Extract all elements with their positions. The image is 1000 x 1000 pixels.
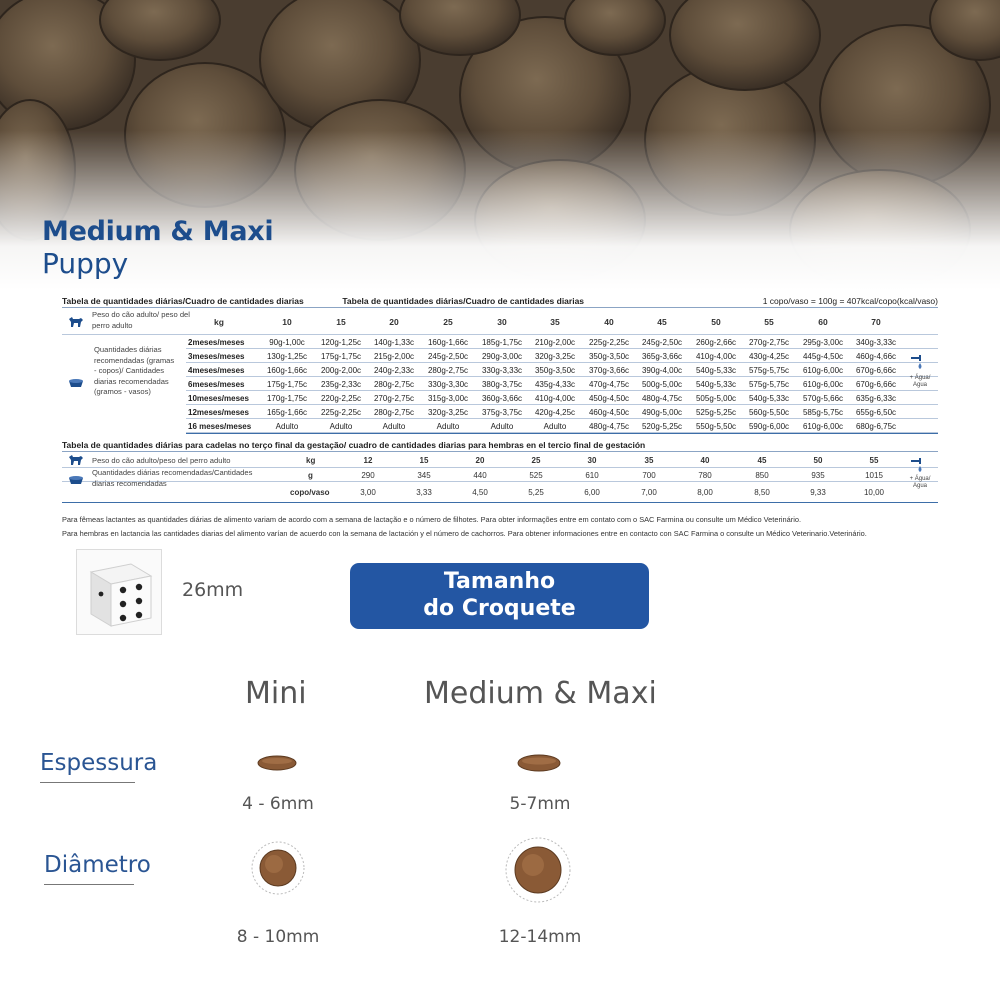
gestation-cups-cell: 3,33	[416, 488, 432, 497]
quantity-cell: 610g-6,00c	[802, 366, 844, 375]
quantity-cell: 175g-1,75c	[320, 352, 362, 361]
quantity-cell: 330g-3,33c	[481, 366, 523, 375]
maxi-thickness-value: 5-7mm	[509, 794, 571, 814]
weight-column-header: 10	[282, 317, 292, 327]
weight-header-row	[62, 308, 938, 335]
quantity-cell: 315g-3,00c	[427, 394, 469, 403]
weight-column-header: 50	[711, 317, 721, 327]
gestation-weight-header: 55	[869, 456, 879, 465]
weight-column-header: 35	[550, 317, 560, 327]
dice-reference-image	[76, 549, 162, 635]
badge-line-2: do Croquete	[423, 596, 576, 621]
gestation-quantity-label: Quantidades diárias recomendadas/Cantidades diarias recomendadas	[92, 468, 253, 488]
gestation-grams-cell: 345	[417, 471, 431, 480]
kg-label: kg	[214, 317, 224, 327]
quantity-cell: 490g-5,00c	[641, 408, 683, 417]
quantity-rows	[186, 335, 938, 434]
quantity-cell: 280g-2,75c	[373, 380, 415, 389]
quantity-cell: 460g-4,66c	[855, 352, 897, 361]
quantity-cell: 575g-5,75c	[748, 380, 790, 389]
quantity-cell: 610g-6,00c	[802, 380, 844, 389]
weight-column-header: 45	[657, 317, 667, 327]
quantity-cell: 540g-5,33c	[695, 366, 737, 375]
table-row	[186, 391, 938, 405]
dog-icon	[68, 315, 84, 333]
weight-column-header: 30	[497, 317, 507, 327]
mini-kibble-side-view	[256, 754, 298, 772]
mini-thickness-value: 4 - 6mm	[242, 794, 314, 814]
quantity-cell: 680g-6,75c	[855, 422, 897, 431]
quantity-cell: 375g-3,75c	[481, 408, 523, 417]
quantity-cell: 225g-2,25c	[588, 338, 630, 347]
age-label: 3meses/meses	[188, 352, 245, 361]
quantity-cell: 170g-1,75c	[266, 394, 308, 403]
quantity-cell: 140g-1,33c	[373, 338, 415, 347]
table-row	[186, 377, 938, 391]
age-label: 2meses/meses	[188, 338, 245, 347]
quantity-cell: 360g-3,66c	[481, 394, 523, 403]
row-thickness-label: Espessura	[40, 750, 135, 783]
quantity-cell: 160g-1,66c	[266, 366, 308, 375]
quantity-cell: 320g-3,25c	[427, 408, 469, 417]
quantity-cell: 290g-3,00c	[481, 352, 523, 361]
gestation-cups-cell: 10,00	[863, 488, 885, 497]
quantity-cell: 165g-1,66c	[266, 408, 308, 417]
dice-size-label: 26mm	[182, 579, 244, 601]
mini-diameter-value: 8 - 10mm	[236, 927, 320, 947]
product-title: Medium & Maxi	[42, 216, 274, 247]
table-heading-cup-info: 1 copo/vaso = 100g = 407kcal/copo(kcal/vaso)	[762, 296, 938, 306]
quantity-cell: 270g-2,75c	[748, 338, 790, 347]
quantity-cell: 320g-3,25c	[534, 352, 576, 361]
gestation-weight-header: 15	[419, 456, 429, 465]
gestation-grams-cell: 935	[811, 471, 825, 480]
age-label: 16 meses/meses	[188, 422, 252, 431]
product-subtitle: Puppy	[42, 247, 129, 280]
gestation-cups-cell: 5,25	[528, 488, 544, 497]
gestation-grams-cell: 700	[642, 471, 656, 480]
quantity-cell: 245g-2,50c	[427, 352, 469, 361]
gestation-cups-cell: 8,00	[697, 488, 713, 497]
quantity-cell: 225g-2,25c	[320, 408, 362, 417]
quantity-cell: Adulto	[490, 422, 514, 431]
quantity-cell: 655g-6,50c	[855, 408, 897, 417]
weight-column-header: 60	[818, 317, 828, 327]
quantity-cell: 220g-2,25c	[320, 394, 362, 403]
quantity-cell: 560g-5,50c	[748, 408, 790, 417]
quantity-cell: Adulto	[382, 422, 406, 431]
quantity-cell: 500g-5,00c	[641, 380, 683, 389]
quantity-cell: 260g-2,66c	[695, 338, 737, 347]
table-heading-center: Tabela de quantidades diárias/Cuadro de cantidades diarias	[342, 296, 585, 306]
quantity-cell: 130g-1,25c	[266, 352, 308, 361]
quantity-cell: 175g-1,75c	[266, 380, 308, 389]
quantity-cell: 520g-5,25c	[641, 422, 683, 431]
note-spanish: Para hembras en lactancia las cantidades diarias del alimento varían de acuerdo con la semana de lactación y el número de cachorros. Para obtener informaciones entre en contacto con SAC Farmina o consulte un Médico Veterinario.Veterinário.	[62, 529, 867, 538]
table-row	[186, 363, 938, 377]
quantity-cell: 280g-2,75c	[373, 408, 415, 417]
quantity-cell: 430g-4,25c	[748, 352, 790, 361]
quantity-cell: 670g-6,66c	[855, 380, 897, 389]
age-label: 12meses/meses	[188, 408, 249, 417]
quantity-cell: 215g-2,00c	[373, 352, 415, 361]
quantity-cell: Adulto	[275, 422, 299, 431]
bowl-icon	[68, 375, 84, 393]
water-label: + Água/ Agua	[909, 476, 931, 489]
gestation-grams-cell: 780	[698, 471, 712, 480]
bowl-icon	[68, 472, 84, 490]
quantity-cell: 540g-5,33c	[695, 380, 737, 389]
quantity-cell: 350g-3,50c	[534, 366, 576, 375]
table-row	[186, 335, 938, 349]
weight-column-header: 25	[443, 317, 453, 327]
badge-line-1: Tamanho	[443, 569, 556, 594]
grams-label: g	[308, 471, 313, 480]
gestation-grams-cell: 290	[361, 471, 375, 480]
quantity-cell: Adulto	[543, 422, 567, 431]
quantity-cell: 245g-2,50c	[641, 338, 683, 347]
weight-label: Peso do cão adulto/ peso del perro adulto	[92, 310, 190, 330]
gestation-weight-label: Peso do cão adulto/peso del perro adulto	[92, 456, 231, 465]
quantity-cell: 120g-1,25c	[320, 338, 362, 347]
quantity-cell: 435g-4,33c	[534, 380, 576, 389]
table-heading-row	[62, 296, 938, 308]
water-label: + Água/ Agua	[909, 375, 931, 388]
table-heading-left: Tabela de quantidades diárias/Cuadro de cantidades diarias	[62, 296, 304, 306]
quantity-cell: 350g-3,50c	[588, 352, 630, 361]
quantity-cell: 90g-1,00c	[269, 338, 305, 347]
table-row	[186, 419, 938, 433]
gestation-grams-cell: 440	[473, 471, 487, 480]
quantity-cell: 445g-4,50c	[802, 352, 844, 361]
gestation-heading-row	[62, 440, 938, 452]
table-body	[62, 335, 938, 434]
gestation-grams-cell: 1015	[865, 471, 883, 480]
quantity-cell: 590g-6,00c	[748, 422, 790, 431]
gestation-cups-cell: 9,33	[810, 488, 826, 497]
gestation-cups-cell: 3,00	[360, 488, 376, 497]
quantity-cell: 210g-2,00c	[534, 338, 576, 347]
gestation-heading: Tabela de quantidades diárias para cadelas no terço final da gestação/ cuadro de cantidades diarias para hembras en el tercio final de gestación	[62, 440, 646, 450]
feeding-table-puppy	[62, 296, 938, 434]
feeding-table-gestation	[62, 440, 938, 503]
column-medium-maxi: Medium & Maxi	[424, 676, 657, 711]
quantity-cell: 635g-6,33c	[855, 394, 897, 403]
kibble-size-badge	[350, 563, 649, 629]
quantity-cell: 525g-5,25c	[695, 408, 737, 417]
table-row	[186, 405, 938, 419]
age-label: 4meses/meses	[188, 366, 245, 375]
age-label: 10meses/meses	[188, 394, 249, 403]
gestation-weight-header: 35	[644, 456, 654, 465]
quantity-cell: 365g-3,66c	[641, 352, 683, 361]
quantity-cell: 380g-3,75c	[481, 380, 523, 389]
quantity-cell: 610g-6,00c	[802, 422, 844, 431]
quantity-label: Quantidades diárias recomendadas (gramas - copos)/ Cantidades diarias recomendadas (gramos - vasos)	[94, 345, 175, 396]
column-mini: Mini	[245, 676, 307, 711]
weight-column-header: 70	[871, 317, 881, 327]
age-label: 6meses/meses	[188, 380, 245, 389]
quantity-cell: 185g-1,75c	[481, 338, 523, 347]
quantity-cell: Adulto	[436, 422, 460, 431]
weight-column-header: 15	[336, 317, 346, 327]
quantity-cell: 550g-5,50c	[695, 422, 737, 431]
gestation-weight-header: 30	[587, 456, 597, 465]
quantity-cell: 470g-4,75c	[588, 380, 630, 389]
quantity-cell: 585g-5,75c	[802, 408, 844, 417]
note-portuguese: Para fêmeas lactantes as quantidades diárias de alimento variam de acordo com a semana de lactação e o número de filhotes. Para obter informações entre em contato com o SAC Farmina ou consulte um Médico Veterinário.	[62, 515, 802, 524]
weight-column-header: 55	[764, 317, 774, 327]
quantity-cell: 575g-5,75c	[748, 366, 790, 375]
gestation-grams-cell: 525	[529, 471, 543, 480]
quantity-cell: 670g-6,66c	[855, 366, 897, 375]
cup-label: copo/vaso	[290, 488, 330, 497]
gestation-weight-header: 50	[813, 456, 823, 465]
quantity-cell: 540g-5,33c	[748, 394, 790, 403]
quantity-cell: 200g-2,00c	[320, 366, 362, 375]
weight-column-header: 40	[604, 317, 614, 327]
gestation-grams-cell: 850	[755, 471, 769, 480]
quantity-cell: 390g-4,00c	[641, 366, 683, 375]
quantity-cell: 420g-4,25c	[534, 408, 576, 417]
quantity-cell: 480g-4,75c	[588, 422, 630, 431]
gestation-grams-cell: 610	[585, 471, 599, 480]
mini-kibble-top-view	[250, 840, 306, 896]
quantity-cell: 240g-2,33c	[373, 366, 415, 375]
gestation-weight-header: 45	[757, 456, 767, 465]
row-diameter-label: Diâmetro	[44, 852, 134, 885]
table-row	[186, 349, 938, 363]
gestation-cups-cell: 8,50	[754, 488, 770, 497]
gestation-weight-header: 40	[700, 456, 710, 465]
gestation-weight-header: 20	[475, 456, 485, 465]
gestation-cups-cell: 4,50	[472, 488, 488, 497]
gestation-cups-cell: 6,00	[584, 488, 600, 497]
quantity-cell: 270g-2,75c	[373, 394, 415, 403]
quantity-cell: 460g-4,50c	[588, 408, 630, 417]
quantity-cell: 570g-5,66c	[802, 394, 844, 403]
quantity-cell: 235g-2,33c	[320, 380, 362, 389]
quantity-cell: 280g-2,75c	[427, 366, 469, 375]
gestation-kg-label: kg	[306, 456, 316, 465]
quantity-cell: 330g-3,30c	[427, 380, 469, 389]
gestation-weight-header: 12	[363, 456, 373, 465]
quantity-cell: 340g-3,33c	[855, 338, 897, 347]
quantity-cell: 295g-3,00c	[802, 338, 844, 347]
quantity-cell: 410g-4,00c	[695, 352, 737, 361]
maxi-kibble-top-view	[504, 836, 572, 904]
quantity-cell: 410g-4,00c	[534, 394, 576, 403]
quantity-cell: 450g-4,50c	[588, 394, 630, 403]
gestation-weight-row	[62, 452, 938, 468]
water-tap-icon	[910, 353, 924, 376]
quantity-cell: Adulto	[329, 422, 353, 431]
maxi-kibble-side-view	[516, 753, 562, 773]
weight-column-header: 20	[389, 317, 399, 327]
maxi-diameter-value: 12-14mm	[498, 927, 582, 947]
gestation-cups-cell: 7,00	[641, 488, 657, 497]
quantity-cell: 480g-4,75c	[641, 394, 683, 403]
gestation-weight-header: 25	[531, 456, 541, 465]
quantity-cell: 505g-5,00c	[695, 394, 737, 403]
quantity-cell: 160g-1,66c	[427, 338, 469, 347]
quantity-cell: 370g-3,66c	[588, 366, 630, 375]
